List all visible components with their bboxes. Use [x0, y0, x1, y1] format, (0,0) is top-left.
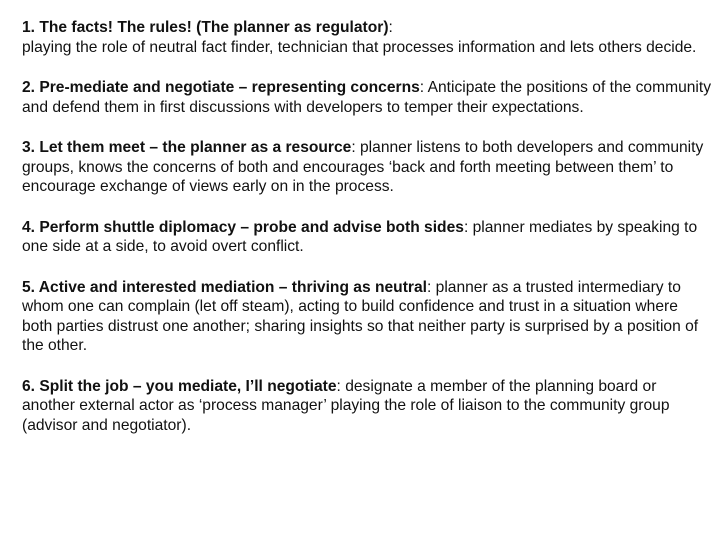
strategy-description: playing the role of neutral fact finder, technician that processes information and lets others decide. — [22, 38, 697, 56]
slide-content — [22, 18, 712, 456]
strategy-item-3 — [22, 138, 712, 197]
strategy-separator: : — [351, 139, 356, 156]
strategy-heading: 2. Pre-mediate and negotiate – representing concerns — [22, 79, 420, 96]
strategy-heading: 5. Active and interested mediation – thriving as neutral — [22, 278, 427, 296]
strategy-separator: : — [463, 218, 469, 236]
strategy-heading: 3. Let them meet – the planner as a resource — [22, 139, 352, 156]
strategy-separator: : — [426, 278, 432, 296]
strategy-description: Anticipate the positions of the community and defend them in first discussions with developers to temper their expectations. — [22, 79, 712, 116]
strategy-separator: : — [336, 377, 341, 395]
strategy-heading: 6. Split the job – you mediate, I’ll negotiate — [22, 377, 337, 395]
strategy-description: planner mediates by speaking to one side at a side, to avoid overt conflict. — [22, 218, 698, 255]
strategy-item-1 — [22, 18, 712, 57]
strategy-description: designate a member of the planning board or another external actor as ‘process manager’ playing the role of liaison to the community group (advisor and negotiator). — [22, 377, 670, 434]
strategy-separator: : — [419, 79, 425, 96]
strategy-separator: : — [388, 19, 393, 36]
strategy-item-6 — [22, 377, 712, 436]
strategy-item-5 — [22, 278, 712, 356]
strategy-heading: 4. Perform shuttle diplomacy – probe and advise both sides — [22, 218, 464, 236]
strategy-item-4 — [22, 218, 712, 257]
strategy-description: planner as a trusted intermediary to whom one can complain (let off steam), acting to build confidence and trust in a situation where both parties distrust one another; sharing insights so that neither party is surprised by a position of the other. — [22, 278, 699, 354]
strategy-description: planner listens to both developers and community groups, knows the concerns of both and encourages ‘back and forth meeting between them’ to encourage exchange of views early on in the process. — [22, 139, 704, 195]
strategy-item-2 — [22, 78, 712, 117]
strategy-heading: 1. The facts! The rules! (The planner as regulator) — [22, 19, 389, 36]
